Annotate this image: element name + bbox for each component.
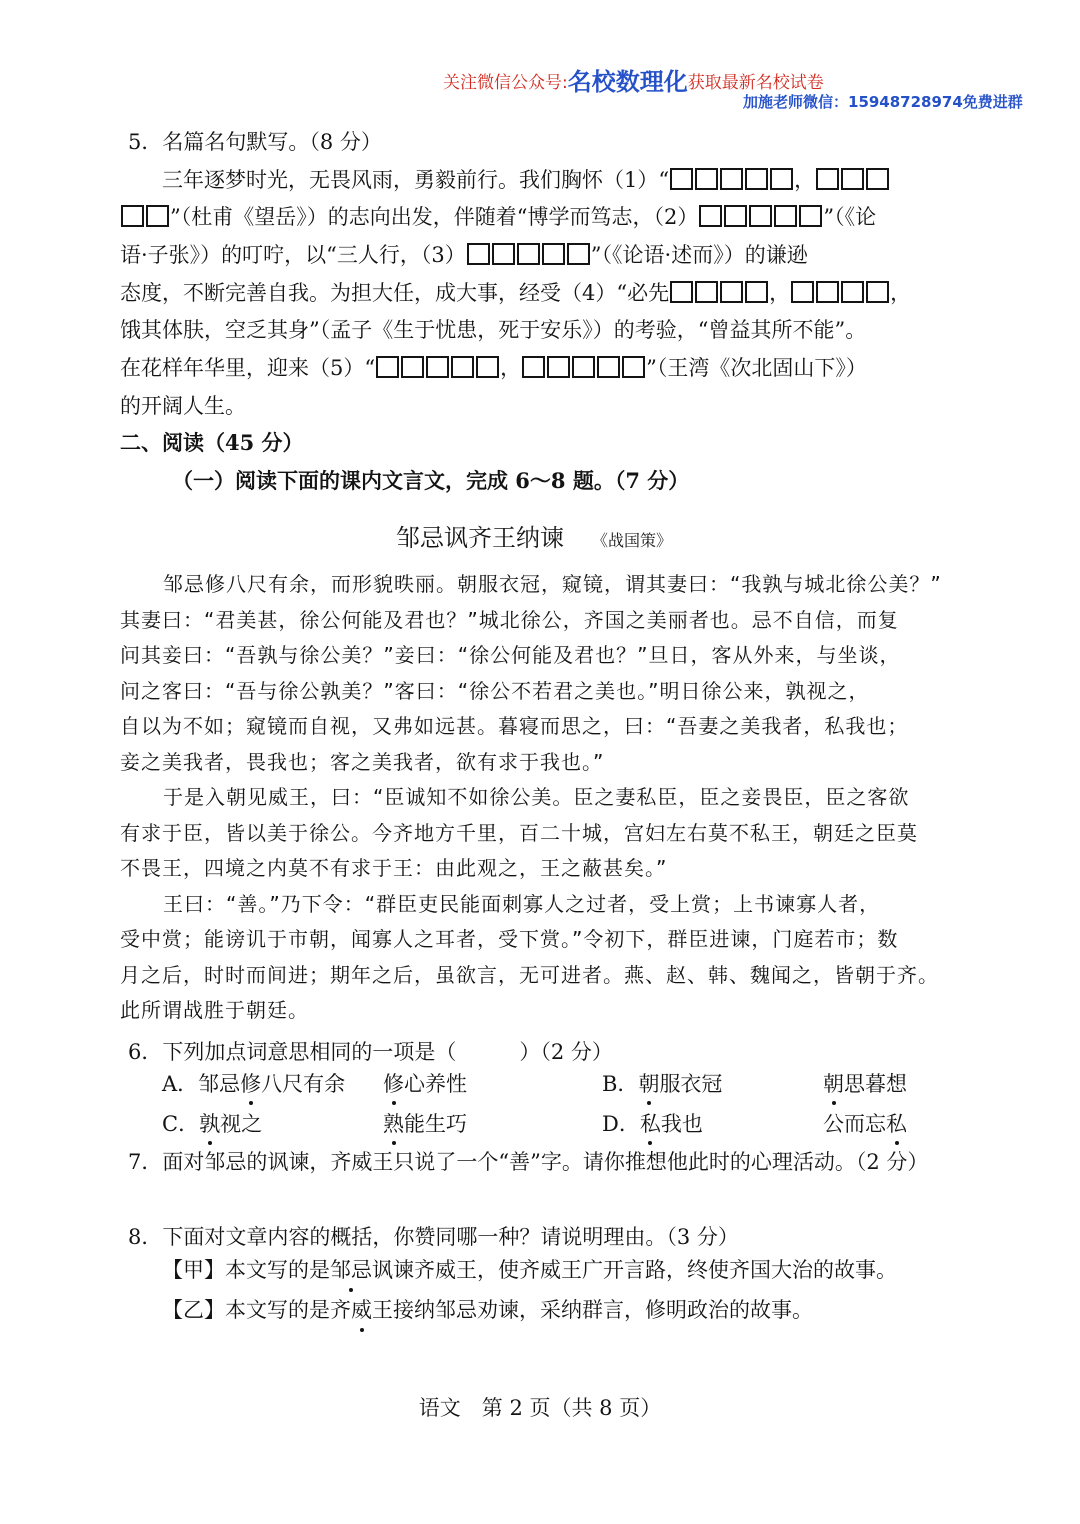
section-sub: （一）阅读下面的课内文言文，完成 6～8 题。（7 分） [172,468,690,493]
blank-box[interactable] [467,243,490,265]
option-text: 邹忌 [198,1072,241,1096]
q5-text: 态度，不断完善自我。为担大任，成大事，经受（4）“必先 [120,281,670,305]
blank-box[interactable] [146,205,169,227]
q5-text: ”（王湾《次北固山下》） [646,356,867,380]
q5-line-4 [120,278,962,308]
option-text: 思暮想 [844,1072,907,1096]
passage-line: 王曰：“善。”乃下令：“群臣吏民能面刺寡人之过者，受上赏；上书谏寡人者， [163,892,881,916]
dotted-word: 朝 [823,1068,844,1098]
q5-comma: ， [769,281,791,305]
dotted-word: 修 [383,1068,404,1098]
blank-box[interactable] [720,168,743,190]
section-heading: 二、阅读（45 分） [120,430,304,455]
blank-box[interactable] [770,168,793,190]
option-label: C． [162,1112,200,1136]
q6-title: 6．下列加点词意思相同的一项是（ ）（2 分） [128,1040,613,1064]
passage-line: 于是入朝见威王，曰：“臣诚知不如徐公美。臣之妻私臣，臣之妾畏臣，臣之客欲 [163,785,910,809]
option-label: A． [162,1072,199,1096]
q5-line-7: 的开阔人生。 [120,394,246,418]
blank-box[interactable] [597,356,620,378]
q5-comma: ， [890,281,912,305]
option-text: 讽谏齐威王，使齐威王广开言路，终使齐国大治的故事。 [372,1258,897,1282]
q6-option-d-compare [823,1108,907,1138]
q5-title: 5．名篇名句默写。（8 分） [128,130,382,154]
q5-text: ”（《论语·述而》）的谦逊 [590,243,808,267]
page-footer: 语文 第 2 页（共 8 页） [418,1396,662,1420]
dotted-word: 私 [886,1108,907,1138]
q5-text: ”（《论 [823,205,877,229]
q5-comma: ， [794,168,816,192]
passage-line: 有求于臣，皆以美于徐公。今齐地方千里，百二十城，宫妇左右莫不私王，朝廷之臣莫 [120,821,918,845]
option-text: 视之 [220,1112,263,1136]
q6-option-a[interactable] [162,1068,345,1098]
blank-box[interactable] [724,205,747,227]
option-text: 心养性 [404,1072,467,1096]
option-text: 我也 [660,1112,703,1136]
promo-contact: 加施老师微信：15948728974免费进群 [743,93,1023,111]
blank-box[interactable] [376,356,399,378]
blank-box[interactable] [841,281,864,303]
option-label: D． [602,1112,640,1136]
blank-box[interactable] [816,281,839,303]
blank-box[interactable] [866,168,889,190]
q5-line-2 [120,202,962,232]
passage-line: 问其妾曰：“吾孰与徐公美？”妾曰：“徐公何能及君也？”旦日，客从外来，与坐谈， [120,643,901,667]
option-text: 能生巧 [404,1112,467,1136]
q5-comma: ， [500,356,522,380]
q8-title: 8．下面对文章内容的概括，你赞同哪一种？请说明理由。（3 分） [128,1225,739,1249]
blank-box[interactable] [670,281,693,303]
blank-box[interactable] [547,356,570,378]
q5-text: 三年逐梦时光，无畏风雨，勇毅前行。我们胸怀（1）“ [162,168,670,192]
blank-box[interactable] [720,281,743,303]
q6-option-a-compare [383,1068,467,1098]
blank-box[interactable] [799,205,822,227]
q6-option-d[interactable] [602,1108,703,1138]
passage-line: 月之后，时时而间进；期年之后，虽欲言，无可进者。燕、赵、韩、魏闻之，皆朝于齐。 [120,963,939,987]
blank-box[interactable] [542,243,565,265]
option-text: 【乙】本文写的是 [162,1298,330,1322]
passage-line: 受中赏；能谤讥于市朝，闻寡人之耳者，受下赏。”令初下，群臣进谏，门庭若市；数 [120,927,899,951]
blank-box[interactable] [695,281,718,303]
q6-option-c-compare [383,1108,467,1138]
blank-box[interactable] [749,205,772,227]
dotted-word: 朝 [638,1068,659,1098]
passage-line: 不畏王，四境之内莫不有求于王：由此观之，王之蔽甚矣。” [120,856,668,880]
blank-box[interactable] [572,356,595,378]
blank-box[interactable] [695,168,718,190]
dotted-word: 修 [240,1068,261,1098]
q8-option-yi [162,1295,1004,1325]
blank-box[interactable] [866,281,889,303]
blank-box[interactable] [699,205,722,227]
blank-box[interactable] [476,356,499,378]
passage-line: 其妻曰：“君美甚，徐公何能及君也？”城北徐公，齐国之美丽者也。忌不自信，而复 [120,608,899,632]
passage-line: 自以为不如；窥镜而自视，又弗如远甚。暮寝而思之，曰：“吾妻之美我者，私我也； [120,714,909,738]
promo-prefix: 关注微信公众号: [443,73,568,93]
blank-box[interactable] [745,281,768,303]
blank-box[interactable] [816,168,839,190]
q5-text: 语·子张》）的叮咛，以“三人行，（3） [120,243,466,267]
q5-line-1 [162,165,1004,195]
option-text: 公而忘 [823,1112,886,1136]
option-text: 八尺有余 [261,1072,346,1096]
q5-line-3 [120,240,962,270]
promo-suffix: 获取最新名校试卷 [687,73,824,93]
q7-title: 7．面对邹忌的讽谏，齐威王只说了一个“善”字。请你推想他此时的心理活动。（2 分） [128,1150,929,1174]
option-text: 服衣冠 [659,1072,723,1096]
passage-line: 妾之美我者，畏我也；客之美我者，欲有求于我也。” [120,750,605,774]
dotted-word: 邹忌 [330,1255,372,1285]
q8-option-jia [162,1255,1004,1285]
q5-line-5: 饿其体肤，空乏其身”（孟子《生于忧患，死于安乐》）的考验，“曾益其所不能”。 [120,318,867,342]
dotted-word: 熟 [383,1108,404,1138]
q6-option-b[interactable] [602,1068,722,1098]
passage-title [396,518,672,553]
promo-brand: 名校数理化 [567,68,688,96]
option-text: 接纳邹忌劝谏，采纳群言，修明政治的故事。 [393,1298,813,1322]
blank-box[interactable] [517,243,540,265]
passage-line: 问之客曰：“吾与徐公孰美？”客曰：“徐公不若君之美也。”明日徐公来，孰视之， [120,679,870,703]
blank-box[interactable] [522,356,545,378]
blank-box[interactable] [791,281,814,303]
blank-box[interactable] [670,168,693,190]
dotted-word: 私 [640,1108,661,1138]
blank-box[interactable] [451,356,474,378]
q6-option-c[interactable] [162,1108,262,1138]
passage-line: 此所谓战胜于朝廷。 [120,998,309,1022]
blank-box[interactable] [745,168,768,190]
blank-box[interactable] [841,168,864,190]
q5-line-6 [120,353,962,383]
blank-box[interactable] [567,243,590,265]
blank-box[interactable] [774,205,797,227]
blank-box[interactable] [121,205,144,227]
option-text: 【甲】本文写的是 [162,1258,330,1282]
blank-box[interactable] [426,356,449,378]
q5-text: 在花样年华里，迎来（5）“ [120,356,376,380]
blank-box[interactable] [492,243,515,265]
dotted-word: 孰 [199,1108,220,1138]
q6-option-b-compare [823,1068,907,1098]
dotted-word: 齐威王 [330,1295,393,1325]
passage-title-text: 邹忌讽齐王纳谏 [396,524,564,552]
blank-box[interactable] [401,356,424,378]
option-label: B． [602,1072,639,1096]
passage-source: 《战国策》 [592,531,673,550]
blank-box[interactable] [622,356,645,378]
q5-text: ”（杜甫《望岳》）的志向出发，伴随着“博学而笃志，（2） [170,205,699,229]
passage-line: 邹忌修八尺有余，而形貌昳丽。朝服衣冠，窥镜，谓其妻曰：“我孰与城北徐公美？” [163,572,942,596]
